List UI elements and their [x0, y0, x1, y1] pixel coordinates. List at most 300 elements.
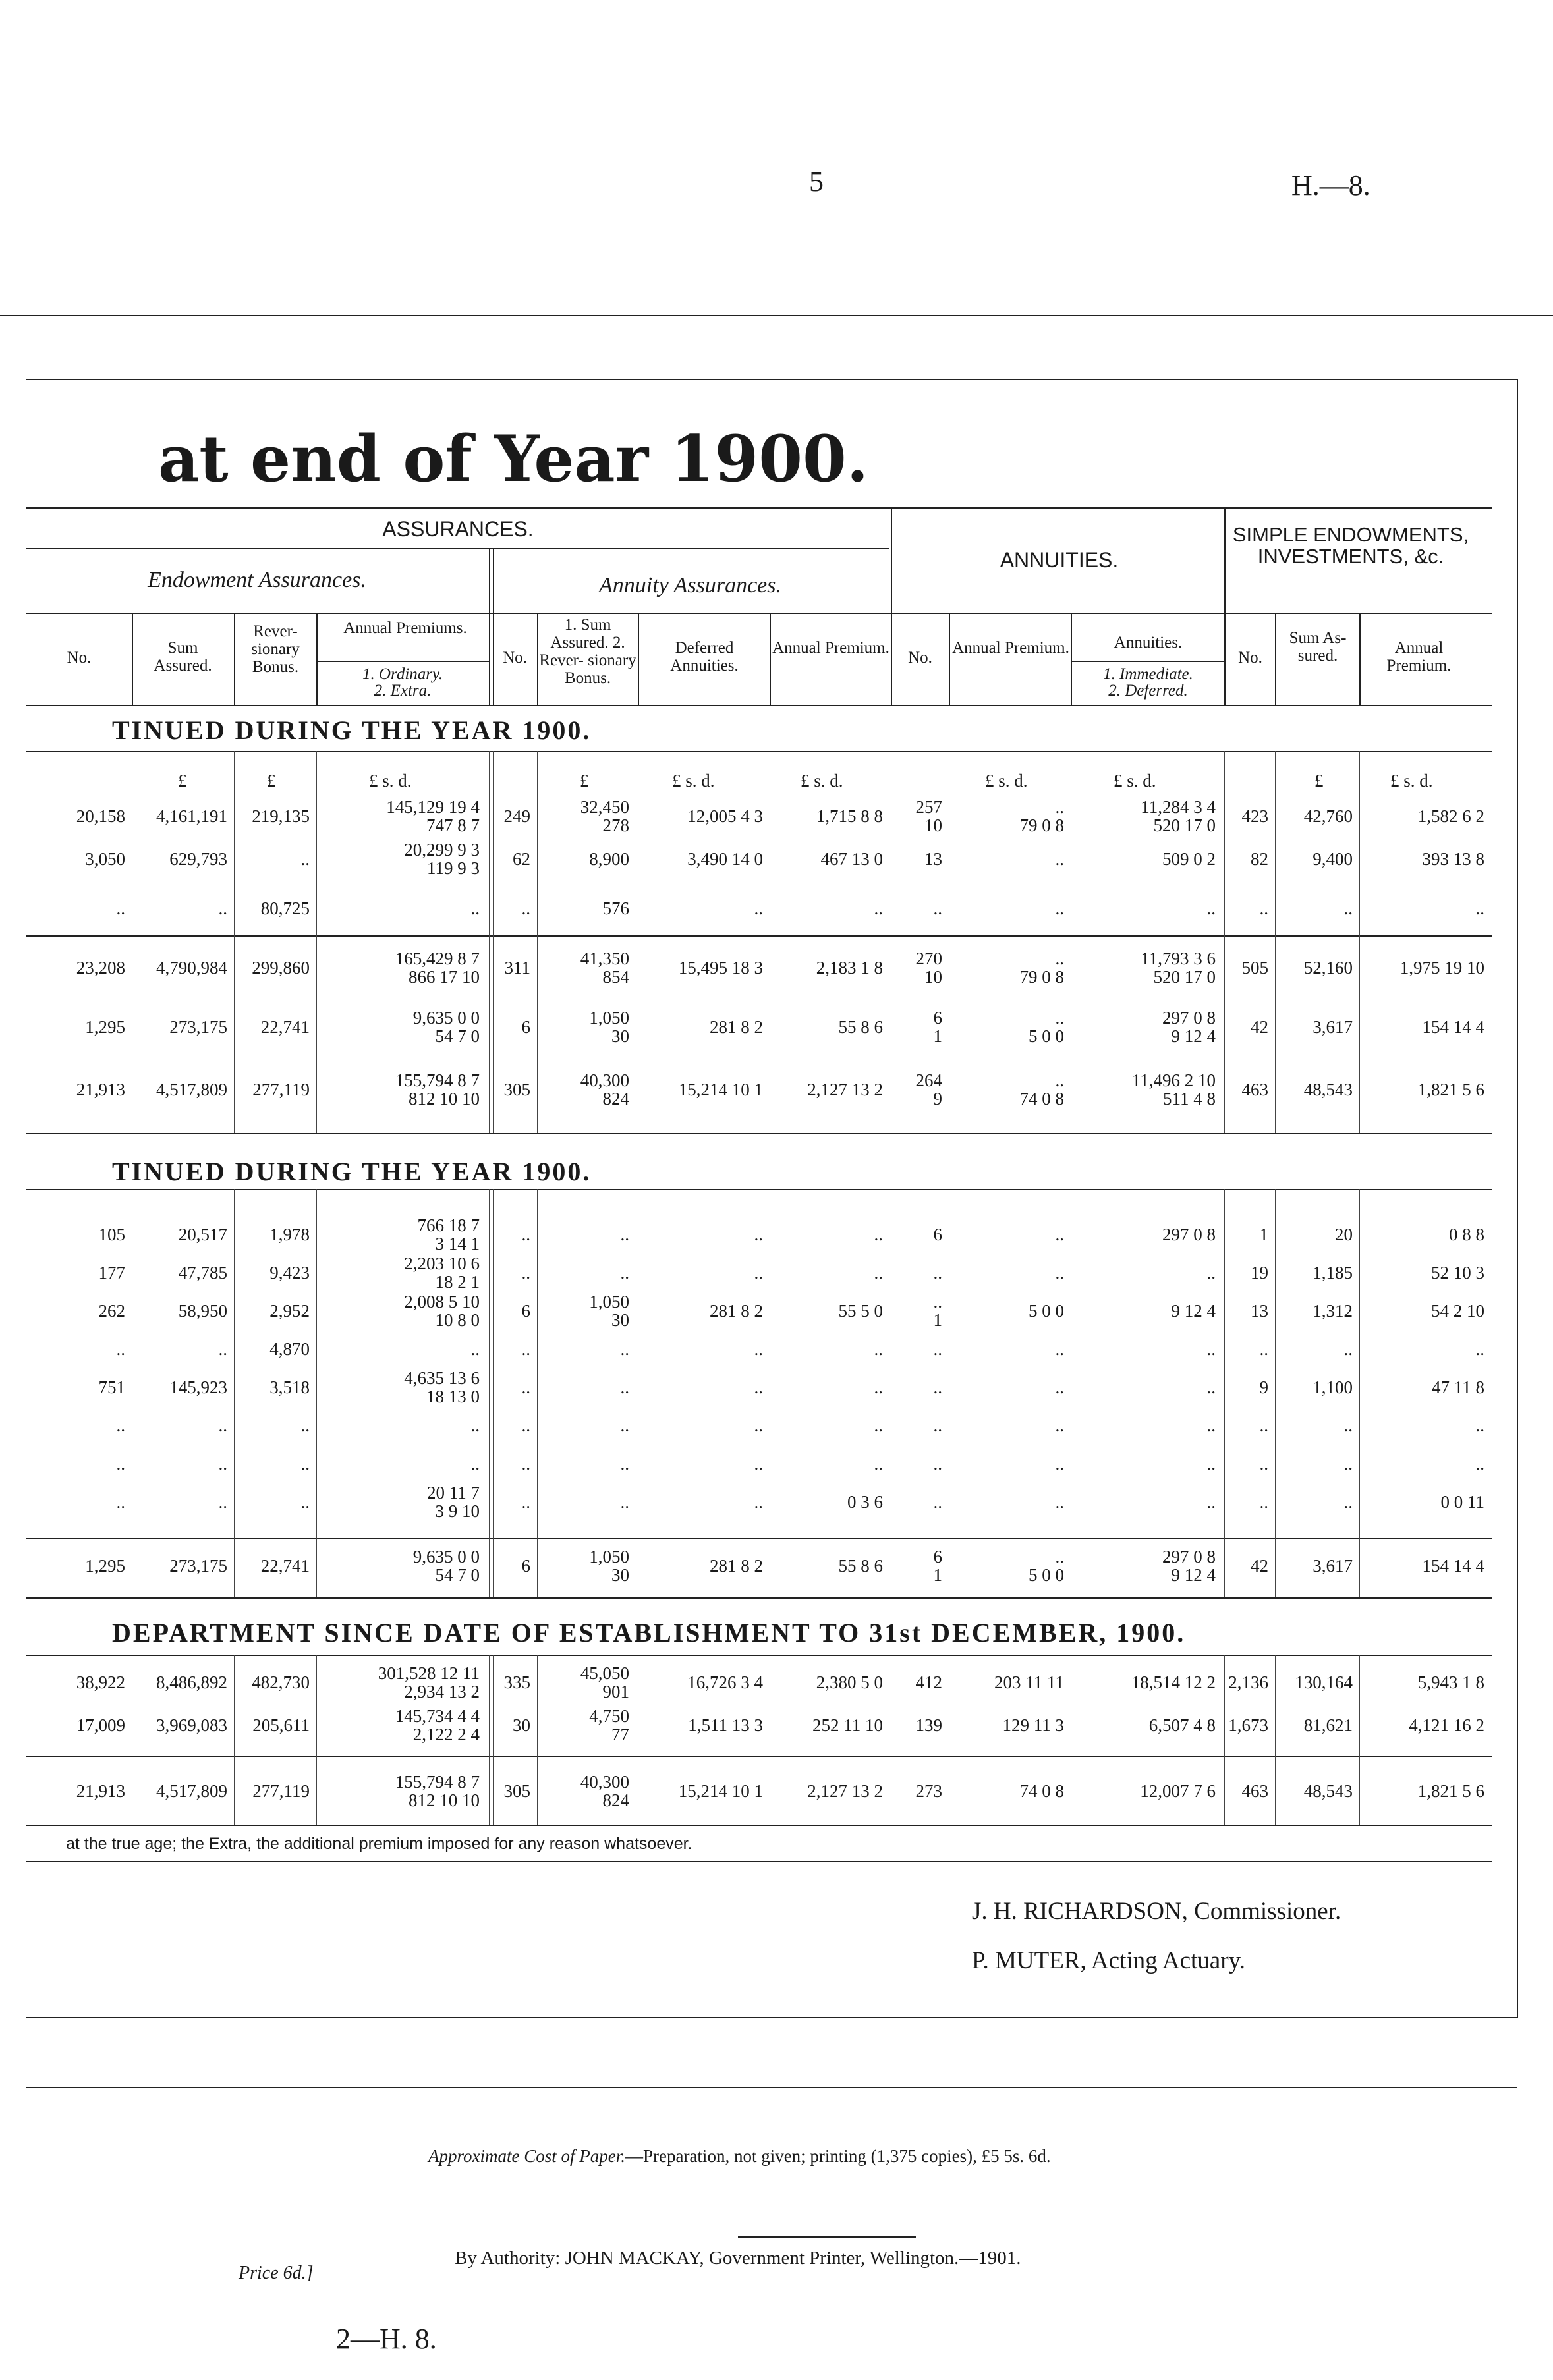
section-3-bottom-rule: [26, 1825, 1492, 1826]
cell-se-sum: 42,760: [1303, 806, 1353, 826]
separator-col-an-premium: [949, 613, 950, 705]
cell-an-no-1: 6: [933, 1225, 942, 1244]
cell-deferred-annuities: ..: [754, 899, 763, 918]
cell-aa-premium: 2,183 1 8: [816, 958, 883, 978]
separator-col-se-sum: [1275, 613, 1276, 705]
cell-aa-premium: 467 13 0: [820, 849, 883, 869]
cell-aa-sum: 1,050: [589, 1292, 629, 1312]
cell-aa-premium: ..: [874, 1454, 883, 1474]
unit-aa-premium: £ s. d.: [801, 771, 843, 790]
cell-an-premium-1: ..: [1055, 1339, 1064, 1359]
cell-aa-premium: 2,127 13 2: [807, 1781, 883, 1801]
cell-annuity-deferred: 520 17 0: [1153, 967, 1216, 987]
cell-se-no: 42: [1251, 1017, 1268, 1037]
cell-aa-no: 305: [503, 1781, 530, 1801]
cell-aa-no: ..: [521, 1416, 530, 1435]
signature-actuary: P. MUTER, Acting Actuary.: [972, 1947, 1245, 1974]
table-row: [0, 840, 1553, 877]
cell-se-sum: 1,185: [1313, 1263, 1353, 1283]
cell-sum-assured: 47,785: [178, 1263, 227, 1283]
cell-no: 177: [98, 1263, 125, 1283]
cell-an-no-1: 270: [915, 949, 942, 968]
table-row: [0, 1215, 1553, 1252]
cell-se-premium: 1,582 6 2: [1417, 806, 1484, 826]
cell-se-premium: 154 14 4: [1422, 1556, 1484, 1576]
cell-se-sum: 81,621: [1303, 1715, 1353, 1735]
col-sum-assured: Sum Assured.: [154, 639, 212, 675]
separator-col-sum: [132, 613, 133, 705]
cell-deferred-annuities: ..: [754, 1225, 763, 1244]
column-rule: [1224, 1189, 1225, 1597]
cell-aa-sum: 40,300: [580, 1070, 629, 1090]
cell-aa-no: 6: [521, 1556, 530, 1576]
cell-sum-assured: ..: [218, 1416, 227, 1435]
cell-aa-premium: 0 3 6: [847, 1492, 883, 1512]
cell-aa-sum: 40,300: [580, 1772, 629, 1792]
cell-aa-no: ..: [521, 1339, 530, 1359]
cell-an-premium-1: 5 0 0: [1029, 1301, 1064, 1321]
col-deferred-annuities: Deferred Annuities.: [670, 639, 739, 675]
cell-an-no-1: 273: [915, 1781, 942, 1801]
cell-sum-assured: ..: [218, 1492, 227, 1512]
cell-sum-assured: 4,517,809: [156, 1080, 227, 1099]
cell-aa-no: 6: [521, 1017, 530, 1037]
footnote-rule: [26, 1861, 1492, 1862]
cell-an-no-2: 10: [924, 816, 942, 835]
total-row: [0, 1547, 1553, 1584]
cell-deferred-annuities: 15,214 10 1: [678, 1781, 763, 1801]
cell-deferred-annuities: 12,005 4 3: [687, 806, 763, 826]
total-row: [0, 1070, 1553, 1107]
cell-annuity-immediate: 18,514 12 2: [1131, 1673, 1216, 1692]
cell-an-no-2: 1: [933, 1026, 942, 1046]
cell-deferred-annuities: ..: [754, 1454, 763, 1474]
cell-premium-ordinary: 145,129 19 4: [386, 797, 480, 817]
table-row: [0, 1254, 1553, 1290]
cell-aa-premium: 55 5 0: [838, 1301, 883, 1321]
cell-annuity-deferred: 9 12 4: [1171, 1026, 1216, 1046]
cell-annuity-immediate: ..: [1206, 1263, 1216, 1283]
cell-no: ..: [116, 1454, 125, 1474]
separator-col-se-premium: [1359, 613, 1361, 705]
col-se-sum-assured: Sum As- sured.: [1289, 629, 1347, 665]
cell-an-premium-1: ..: [1055, 1377, 1064, 1397]
cell-se-no: ..: [1259, 1492, 1268, 1512]
cell-an-no-1: 264: [915, 1070, 942, 1090]
cell-annuity-immediate: 509 0 2: [1162, 849, 1216, 869]
cell-se-no: ..: [1259, 1454, 1268, 1474]
annuities-sub-rule: [1071, 661, 1224, 662]
cell-an-premium-1: 203 11 11: [994, 1673, 1064, 1692]
cell-premium-extra: 812 10 10: [409, 1790, 480, 1810]
cell-an-no-1: 257: [915, 797, 942, 817]
cell-an-premium-2: 79 0 8: [1019, 816, 1064, 835]
cell-premium-extra: 54 7 0: [435, 1565, 480, 1585]
section-1-rule: [26, 751, 1492, 752]
unit-se-premium: £ s. d.: [1390, 771, 1433, 790]
col-an-no: No.: [908, 649, 932, 667]
cell-bonus: 9,423: [269, 1263, 310, 1283]
cell-an-no-2: 1: [933, 1565, 942, 1585]
cell-bonus: 482,730: [252, 1673, 310, 1692]
cell-premium-ordinary: 2,203 10 6: [404, 1254, 480, 1273]
cell-an-premium-1: ..: [1055, 1008, 1064, 1028]
table-row: [0, 1330, 1553, 1367]
price: Price 6d.]: [239, 2263, 314, 2283]
cell-se-sum: ..: [1343, 1454, 1353, 1474]
cell-premium-ordinary: ..: [470, 1416, 480, 1435]
cell-aa-sum: ..: [620, 1492, 629, 1512]
cell-se-sum: 130,164: [1295, 1673, 1353, 1692]
cell-aa-premium: 2,127 13 2: [807, 1080, 883, 1099]
cell-se-premium: 52 10 3: [1431, 1263, 1484, 1283]
cell-an-no-2: 1: [933, 1310, 942, 1330]
cell-se-sum: ..: [1343, 1492, 1353, 1512]
cell-se-sum: ..: [1343, 1339, 1353, 1359]
heading-bottom-rule: [26, 705, 1492, 706]
cell-aa-sum: 41,350: [580, 949, 629, 968]
cell-premium-ordinary: 4,635 13 6: [404, 1368, 480, 1388]
cell-aa-bonus: 854: [602, 967, 629, 987]
cell-aa-premium: ..: [874, 1225, 883, 1244]
cell-aa-premium: 2,380 5 0: [816, 1673, 883, 1692]
separator-annuity-assurances-2: [493, 548, 494, 706]
footnote: at the true age; the Extra, the additional premium imposed for any reason whatsoever.: [66, 1835, 692, 1853]
cell-se-sum: 52,160: [1303, 958, 1353, 978]
cell-deferred-annuities: 15,214 10 1: [678, 1080, 763, 1099]
cell-se-premium: ..: [1475, 1339, 1484, 1359]
cell-an-premium-1: ..: [1055, 1492, 1064, 1512]
cell-premium-ordinary: 145,734 4 4: [395, 1706, 480, 1726]
column-rule: [316, 1189, 317, 1597]
cell-no: 38,922: [76, 1673, 125, 1692]
section-heading-3: DEPARTMENT SINCE DATE OF ESTABLISHMENT TO 31st DECEMBER, 1900.: [112, 1618, 1186, 1647]
cell-premium-ordinary: 155,794 8 7: [395, 1070, 480, 1090]
authority-rule: [738, 2236, 916, 2238]
column-rule: [1224, 1655, 1225, 1825]
cell-se-premium: 1,821 5 6: [1417, 1781, 1484, 1801]
cell-sum-assured: 4,161,191: [156, 806, 227, 826]
cell-aa-sum: ..: [620, 1225, 629, 1244]
cell-bonus: 3,518: [269, 1377, 310, 1397]
cell-premium-extra: 812 10 10: [409, 1089, 480, 1109]
cell-aa-no: 6: [521, 1301, 530, 1321]
column-rule: [1359, 1655, 1360, 1825]
cell-aa-bonus: 30: [611, 1026, 629, 1046]
cell-aa-sum: 1,050: [589, 1547, 629, 1566]
cell-aa-sum: 4,750: [589, 1706, 629, 1726]
column-rule: [234, 751, 235, 1133]
cell-deferred-annuities: 16,726 3 4: [687, 1673, 763, 1692]
cell-se-no: ..: [1259, 899, 1268, 918]
unit-premiums: £ s. d.: [369, 771, 412, 790]
cell-an-premium-1: ..: [1055, 899, 1064, 918]
table-row: [0, 1368, 1553, 1405]
section-2-total-rule: [26, 1538, 1492, 1539]
cell-no: ..: [116, 1492, 125, 1512]
cell-aa-bonus: 30: [611, 1565, 629, 1585]
cell-no: 751: [98, 1377, 125, 1397]
cell-se-no: 1: [1259, 1225, 1268, 1244]
col-deferred: 2. Deferred.: [1108, 682, 1188, 700]
cell-annuity-immediate: ..: [1206, 899, 1216, 918]
heading-top-rule: [26, 507, 1492, 509]
cell-no: 23,208: [76, 958, 125, 978]
cell-aa-premium: ..: [874, 899, 883, 918]
table-row: [0, 1483, 1553, 1520]
col-aa-sum-bonus: 1. Sum Assured. 2. Rever- sionary Bonus.: [539, 616, 636, 687]
unit-se-sum: £: [1314, 771, 1324, 790]
column-rule: [489, 751, 490, 1133]
cell-an-no-1: ..: [933, 1454, 942, 1474]
col-extra: 2. Extra.: [374, 682, 432, 700]
cell-no: 1,295: [85, 1017, 125, 1037]
cell-annuity-immediate: 297 0 8: [1162, 1547, 1216, 1566]
cell-annuity-immediate: ..: [1206, 1454, 1216, 1474]
cell-an-no-1: 6: [933, 1008, 942, 1028]
column-rule: [1224, 751, 1225, 1133]
assurances-heading: ASSURANCES.: [382, 517, 534, 541]
cell-se-no: 13: [1251, 1301, 1268, 1321]
col-reversionary-bonus: Rever- sionary Bonus.: [251, 623, 300, 676]
cell-sum-assured: 4,790,984: [156, 958, 227, 978]
cell-annuity-immediate: 11,496 2 10: [1131, 1070, 1216, 1090]
cell-aa-no: ..: [521, 1377, 530, 1397]
cell-premium-extra: 18 2 1: [435, 1272, 480, 1292]
cell-sum-assured: 20,517: [178, 1225, 227, 1244]
cell-an-premium-1: ..: [1055, 849, 1064, 869]
cell-annuity-immediate: 297 0 8: [1162, 1225, 1216, 1244]
cell-deferred-annuities: ..: [754, 1263, 763, 1283]
cell-aa-no: 62: [513, 849, 530, 869]
cell-aa-sum: ..: [620, 1416, 629, 1435]
page-number: 5: [809, 165, 824, 198]
cell-no: 20,158: [76, 806, 125, 826]
cell-an-no-1: 13: [924, 849, 942, 869]
cell-aa-premium: ..: [874, 1263, 883, 1283]
section-3-total-rule: [26, 1756, 1492, 1757]
cell-an-no-1: 139: [915, 1715, 942, 1735]
separator-col-annuities: [1071, 613, 1072, 705]
cell-bonus: 22,741: [260, 1017, 310, 1037]
separator-col-deferred: [638, 613, 639, 705]
cell-annuity-immediate: 297 0 8: [1162, 1008, 1216, 1028]
annuities-heading: ANNUITIES.: [1000, 548, 1119, 572]
col-annual-premiums: Annual Premiums.: [343, 619, 467, 637]
separator-annuity-assurances: [489, 548, 490, 706]
total-row: [0, 1008, 1553, 1045]
cell-annuity-immediate: 12,007 7 6: [1140, 1781, 1216, 1801]
cell-aa-bonus: 30: [611, 1310, 629, 1330]
cell-premium-ordinary: 766 18 7: [417, 1215, 480, 1235]
cell-se-sum: ..: [1343, 899, 1353, 918]
cell-an-premium-2: 5 0 0: [1029, 1565, 1064, 1585]
subgroup-rule: [26, 613, 1492, 614]
cell-an-premium-1: 74 0 8: [1019, 1781, 1064, 1801]
cell-annuity-deferred: 511 4 8: [1163, 1089, 1216, 1109]
cell-an-premium-1: ..: [1055, 1547, 1064, 1566]
section-heading-1: TINUED DURING THE YEAR 1900.: [112, 715, 592, 745]
cell-premium-ordinary: 155,794 8 7: [395, 1772, 480, 1792]
column-rule: [1275, 751, 1276, 1133]
cost-text: —Preparation, not given; printing (1,375 copies), £5 5s. 6d.: [625, 2146, 1051, 2166]
column-rule: [537, 751, 538, 1133]
endowment-assurances-heading: Endowment Assurances.: [148, 568, 366, 592]
section-1-bottom-rule: [26, 1133, 1492, 1134]
cell-se-premium: ..: [1475, 1454, 1484, 1474]
cell-an-no-1: 412: [915, 1673, 942, 1692]
cell-se-premium: 393 13 8: [1422, 849, 1484, 869]
cell-premium-ordinary: 9,635 0 0: [412, 1008, 480, 1028]
cell-premium-extra: 2,122 2 4: [412, 1725, 480, 1744]
premium-sub-rule: [316, 661, 489, 662]
cell-no: 21,913: [76, 1080, 125, 1099]
cell-se-no: 463: [1241, 1781, 1268, 1801]
cell-premium-ordinary: 20 11 7: [427, 1483, 480, 1503]
cell-bonus: 205,611: [252, 1715, 310, 1735]
cell-an-no-1: ..: [933, 899, 942, 918]
cell-an-no-1: ..: [933, 1263, 942, 1283]
cell-bonus: 22,741: [260, 1556, 310, 1576]
cell-se-premium: ..: [1475, 1416, 1484, 1435]
cell-no: ..: [116, 1339, 125, 1359]
cell-sum-assured: 3,969,083: [156, 1715, 227, 1735]
section-heading-2: TINUED DURING THE YEAR 1900.: [112, 1157, 592, 1186]
cell-se-sum: 48,543: [1303, 1080, 1353, 1099]
cell-se-no: 1,673: [1228, 1715, 1268, 1735]
table-row: [0, 1406, 1553, 1443]
cell-bonus: ..: [300, 1492, 310, 1512]
cell-annuity-immediate: ..: [1206, 1339, 1216, 1359]
cell-se-no: 2,136: [1228, 1673, 1268, 1692]
cell-deferred-annuities: 3,490 14 0: [687, 849, 763, 869]
separator-simple-endowments: [1224, 507, 1226, 705]
cell-bonus: ..: [300, 1416, 310, 1435]
cell-aa-no: 30: [513, 1715, 530, 1735]
column-rule: [1275, 1189, 1276, 1597]
cell-sum-assured: 58,950: [178, 1301, 227, 1321]
cell-annuity-immediate: ..: [1206, 1377, 1216, 1397]
section-1-subtotal-rule: [26, 935, 1492, 937]
cell-deferred-annuities: 281 8 2: [710, 1301, 763, 1321]
col-aa-annual-premium: Annual Premium.: [772, 639, 889, 657]
cell-no: ..: [116, 1416, 125, 1435]
column-rule: [493, 1655, 494, 1825]
cell-sum-assured: 145,923: [169, 1377, 227, 1397]
table-row: [0, 1292, 1553, 1329]
column-rule: [1275, 1655, 1276, 1825]
cell-deferred-annuities: ..: [754, 1377, 763, 1397]
cell-bonus: 2,952: [269, 1301, 310, 1321]
cell-premium-ordinary: ..: [470, 899, 480, 918]
unit-annuities: £ s. d.: [1114, 771, 1156, 790]
cell-se-premium: 54 2 10: [1431, 1301, 1484, 1321]
cell-premium-extra: 119 9 3: [427, 858, 480, 878]
column-rule: [1359, 1189, 1360, 1597]
cell-deferred-annuities: ..: [754, 1492, 763, 1512]
cost-line: [428, 2146, 1051, 2167]
cell-an-premium-2: 5 0 0: [1029, 1026, 1064, 1046]
cell-deferred-annuities: 281 8 2: [710, 1556, 763, 1576]
cell-aa-no: ..: [521, 899, 530, 918]
unit-bonus: £: [267, 771, 276, 790]
cell-se-sum: 20: [1335, 1225, 1353, 1244]
cell-se-no: 423: [1241, 806, 1268, 826]
column-rule: [316, 751, 317, 1133]
separator-col-bonus: [234, 613, 235, 705]
cell-annuity-immediate: 11,284 3 4: [1141, 797, 1216, 817]
cell-an-premium-2: 74 0 8: [1019, 1089, 1064, 1109]
section-2-rule: [26, 1189, 1492, 1190]
cell-se-premium: 0 8 8: [1449, 1225, 1484, 1244]
section-2-bottom-rule: [26, 1597, 1492, 1599]
cell-premium-extra: 10 8 0: [435, 1310, 480, 1330]
separator-col-aa-premium: [770, 613, 771, 705]
cell-aa-sum: 45,050: [580, 1663, 629, 1683]
cell-sum-assured: 4,517,809: [156, 1781, 227, 1801]
table-row: [0, 889, 1553, 926]
cell-se-sum: 3,617: [1313, 1556, 1353, 1576]
cell-se-no: ..: [1259, 1339, 1268, 1359]
cell-an-premium-1: ..: [1055, 1454, 1064, 1474]
page-title: at end of Year 1900.: [158, 422, 869, 496]
column-rule: [234, 1655, 235, 1825]
cell-annuity-immediate: ..: [1206, 1416, 1216, 1435]
cell-no: 17,009: [76, 1715, 125, 1735]
cell-sum-assured: 629,793: [169, 849, 227, 869]
cell-se-sum: ..: [1343, 1416, 1353, 1435]
cell-premium-ordinary: 301,528 12 11: [378, 1663, 480, 1683]
col-immediate: 1. Immediate.: [1103, 665, 1193, 683]
cell-an-premium-2: 79 0 8: [1019, 967, 1064, 987]
cell-se-sum: 1,100: [1313, 1377, 1353, 1397]
table-row: [0, 1663, 1553, 1700]
cell-aa-sum: 8,900: [589, 849, 629, 869]
lower-rule: [26, 2087, 1517, 2088]
cell-sum-assured: ..: [218, 1454, 227, 1474]
cell-an-no-1: ..: [933, 1377, 942, 1397]
col-ordinary: 1. Ordinary.: [362, 665, 443, 683]
cell-an-no-1: ..: [933, 1416, 942, 1435]
cell-annuity-immediate: 9 12 4: [1171, 1301, 1216, 1321]
table-row: [0, 797, 1553, 834]
column-rule: [489, 1655, 490, 1825]
cell-no: 262: [98, 1301, 125, 1321]
document-code: H.—8.: [1291, 169, 1370, 202]
column-rule: [1359, 751, 1360, 1133]
cell-premium-ordinary: 20,299 9 3: [404, 840, 480, 860]
cell-sum-assured: ..: [218, 1339, 227, 1359]
cell-aa-sum: ..: [620, 1454, 629, 1474]
cell-an-no-1: ..: [933, 1339, 942, 1359]
cell-annuity-immediate: ..: [1206, 1492, 1216, 1512]
cell-premium-extra: 2,934 13 2: [404, 1682, 480, 1702]
cell-premium-ordinary: 2,008 5 10: [404, 1292, 480, 1312]
cell-deferred-annuities: 1,511 13 3: [688, 1715, 763, 1735]
cell-aa-sum: 32,450: [580, 797, 629, 817]
col-annuities: Annuities.: [1114, 634, 1183, 651]
cell-no: 21,913: [76, 1781, 125, 1801]
cell-aa-no: 249: [503, 806, 530, 826]
column-rule: [537, 1655, 538, 1825]
cell-an-premium-1: ..: [1055, 949, 1064, 968]
cell-annuity-immediate: 11,793 3 6: [1141, 949, 1216, 968]
total-row: [0, 1772, 1553, 1809]
cell-an-premium-1: ..: [1055, 1225, 1064, 1244]
cell-premium-ordinary: 165,429 8 7: [395, 949, 480, 968]
cell-an-premium-1: ..: [1055, 1070, 1064, 1090]
cell-aa-sum: 1,050: [589, 1008, 629, 1028]
